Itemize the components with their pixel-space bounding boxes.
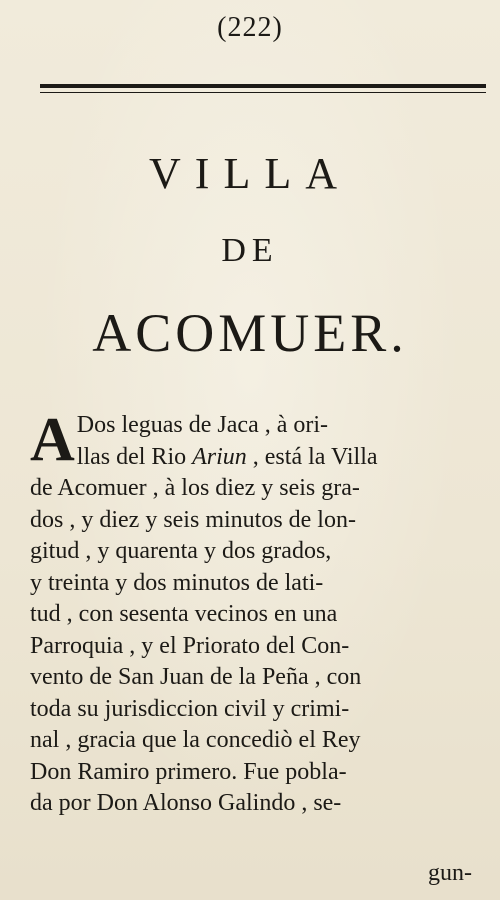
body-line: dos , y diez y seis minutos de lon- [30,506,356,533]
body-line: gitud , y quarenta y dos grados, [30,538,332,564]
header-rule-thin [40,92,486,93]
title-line-1: VILLA [149,149,351,198]
page-number: (222) [217,12,283,43]
body-line: Parroquia , y el Priorato del Con- [30,632,350,659]
title-line-2: DE [221,232,279,269]
body-line: Dos leguas de Jaca , à ori- [76,412,329,438]
header-rule [40,84,486,88]
catchword: gun- [428,860,472,886]
body-line: tud , con sesenta vecinos en una [30,601,338,627]
body-line: toda su jurisdiccion civil y crimi- [30,695,350,722]
body-line: Don Ramiro primero. Fue pobla- [30,758,347,785]
title-line-3: ACOMUER. [92,303,408,363]
drop-cap: A [30,406,75,474]
body-line: nal , gracia que la concediò el Rey [30,727,361,753]
body-line: vento de San Juan de la Peña , con [30,664,362,690]
body-line: de Acomuer , à los diez y seis gra- [30,475,360,501]
body-line: da por Don Alonso Galindo , se- [30,790,342,816]
body-text [30,406,480,820]
body-line: y treinta y dos minutos de lati- [30,569,324,596]
body-line: llas del Rio Ariun , está la Villa [76,443,378,470]
